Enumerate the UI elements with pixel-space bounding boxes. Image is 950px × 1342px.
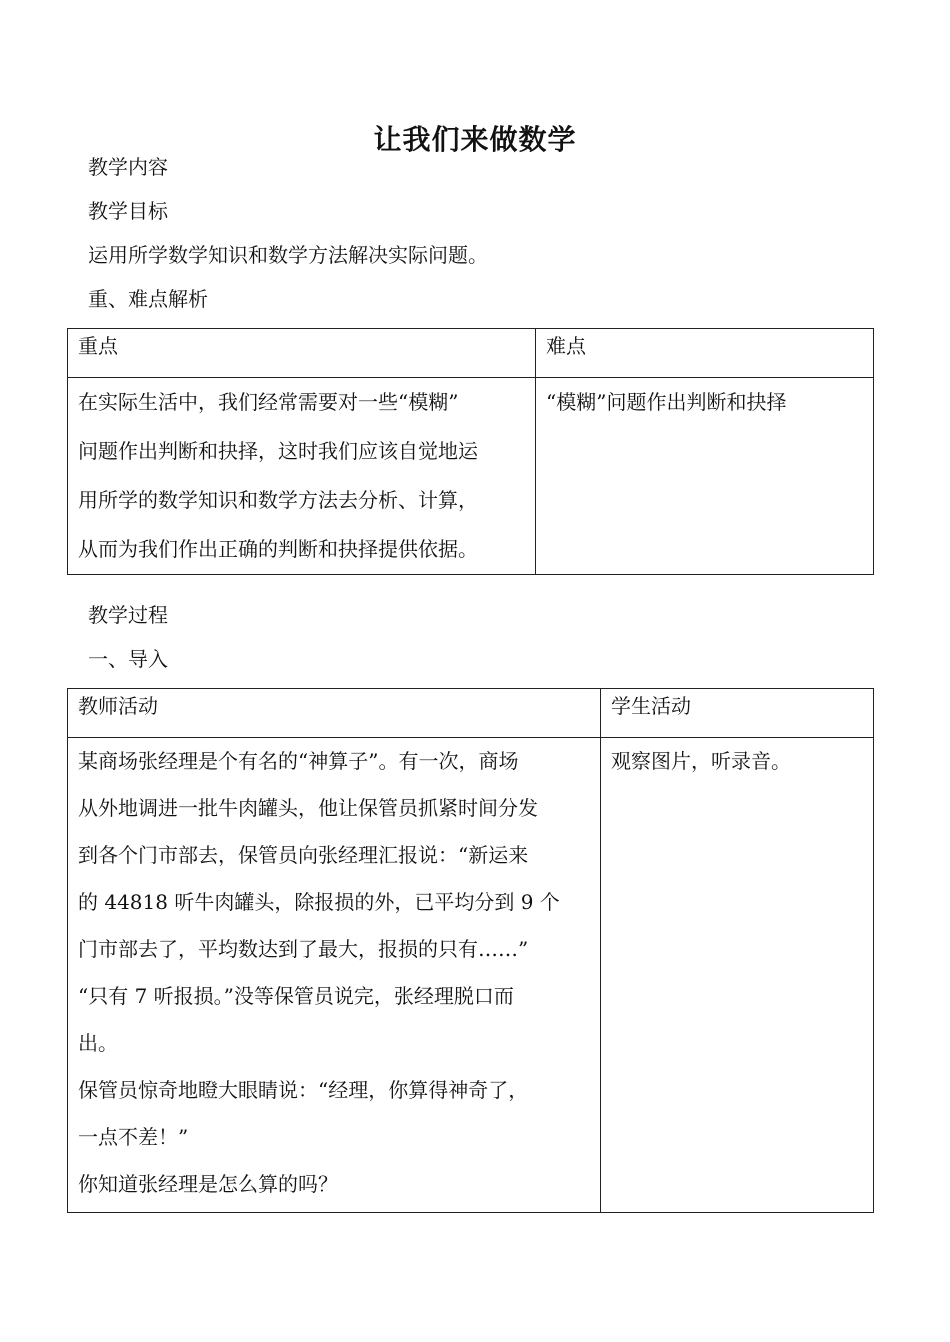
difficulty-header: 难点 — [536, 329, 874, 378]
teacher-line: “只有 7 听报损。”没等保管员说完，张经理脱口而 — [78, 984, 514, 1008]
teaching-goal-text: 运用所学数学知识和数学方法解决实际问题。 — [88, 243, 488, 267]
key-header: 重点 — [68, 329, 536, 378]
teacher-line: 门市部去了，平均数达到了最大，报损的只有……” — [78, 937, 529, 961]
page-title: 让我们来做数学 — [373, 123, 577, 156]
key-line: 从而为我们作出正确的判断和抉择提供依据。 — [78, 537, 478, 561]
teacher-activity-header: 教师活动 — [68, 689, 601, 738]
student-activity-header: 学生活动 — [601, 689, 874, 738]
key-difficulty-table — [67, 328, 874, 575]
teacher-line: 从外地调进一批牛肉罐头，他让保管员抓紧时间分发 — [78, 796, 538, 820]
key-points-cell — [68, 378, 536, 575]
key-line: 在实际生活中，我们经常需要对一些“模糊” — [78, 390, 459, 414]
teacher-activity-cell — [68, 738, 601, 1213]
teaching-content-label: 教学内容 — [88, 155, 168, 179]
key-line: 问题作出判断和抉择，这时我们应该自觉地运 — [78, 439, 478, 463]
teacher-line: 保管员惊奇地瞪大眼睛说：“经理，你算得神奇了， — [78, 1078, 529, 1102]
key-line: 用所学的数学知识和数学方法去分析、计算， — [78, 488, 478, 512]
difficulty-cell — [536, 378, 874, 575]
teacher-line: 到各个门市部去，保管员向张经理汇报说：“新运来 — [78, 843, 529, 867]
student-activity-cell — [601, 738, 874, 1213]
teacher-line: 的 44818 听牛肉罐头，除报损的外，已平均分到 9 个 — [78, 890, 560, 914]
teacher-line: 你知道张经理是怎么算的吗？ — [78, 1172, 338, 1196]
difficulty-text: “模糊”问题作出判断和抉择 — [546, 390, 787, 414]
student-activity-text: 观察图片，听录音。 — [611, 749, 791, 773]
intro-label: 一、导入 — [88, 647, 168, 671]
teacher-line: 出。 — [78, 1031, 118, 1055]
teacher-line: 某商场张经理是个有名的“神算子”。有一次，商场 — [78, 749, 519, 773]
activity-table — [67, 688, 874, 1213]
analysis-label: 重、难点解析 — [88, 287, 208, 311]
teaching-goal-label: 教学目标 — [88, 199, 168, 223]
process-label: 教学过程 — [88, 603, 168, 627]
teacher-line: 一点不差！” — [78, 1125, 189, 1149]
